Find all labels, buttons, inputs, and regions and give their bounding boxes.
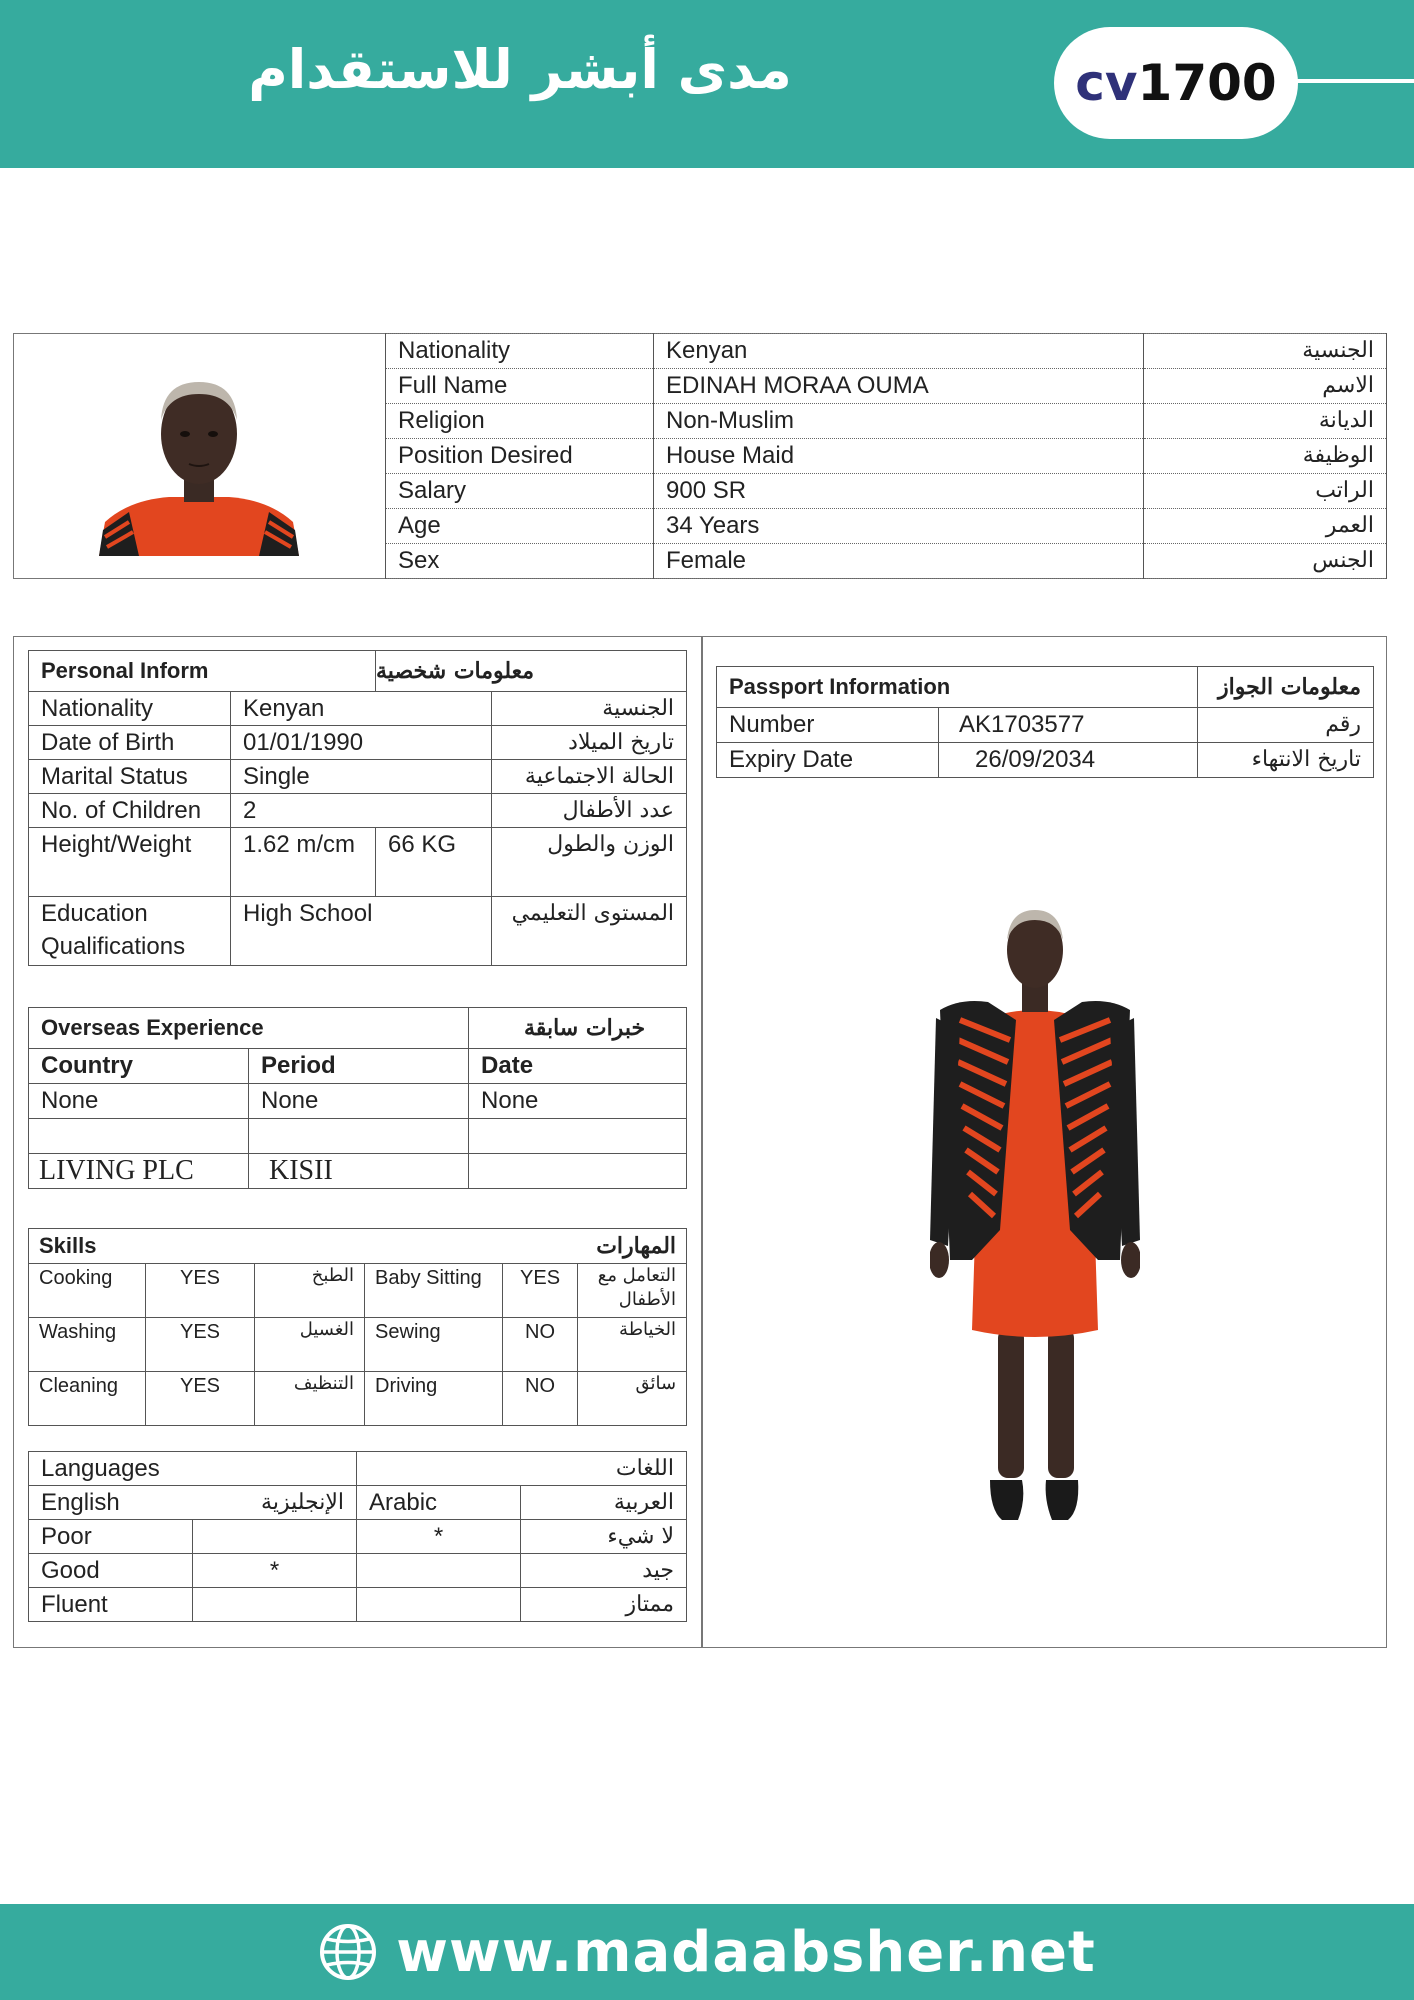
- level-fluent-english: [193, 1588, 357, 1622]
- passport-number-label-ar: رقم: [1198, 708, 1374, 743]
- website-link[interactable]: www.madaabsher.net: [396, 1919, 1096, 1985]
- skill-cooking-label-ar: الطبخ: [255, 1264, 365, 1318]
- header-line: [1290, 79, 1414, 83]
- dob-label: Date of Birth: [29, 726, 231, 760]
- period-cell: [249, 1119, 469, 1154]
- nationality-label: Nationality: [386, 334, 654, 369]
- cv-number: 1700: [1137, 54, 1277, 112]
- cv-prefix: cv: [1075, 54, 1138, 112]
- table-row: [386, 509, 1387, 544]
- table-row: [29, 1588, 687, 1622]
- skill-driving-value: NO: [503, 1372, 578, 1426]
- table-row: [29, 1318, 687, 1372]
- table-row: [386, 334, 1387, 369]
- portrait-photo: [99, 372, 299, 556]
- level-fluent-arabic: [357, 1588, 521, 1622]
- age-label: Age: [386, 509, 654, 544]
- table-row: [29, 1520, 687, 1554]
- position-label: Position Desired: [386, 439, 654, 474]
- skill-washing-label: Washing: [29, 1318, 146, 1372]
- position-label-ar: الوظيفة: [1144, 439, 1387, 474]
- full-body-photo: [930, 900, 1140, 1530]
- skill-cooking-label: Cooking: [29, 1264, 146, 1318]
- level-good-arabic: [357, 1554, 521, 1588]
- country-header: Country: [29, 1049, 249, 1084]
- table-row: [29, 1119, 687, 1154]
- level-poor-label: Poor: [29, 1520, 193, 1554]
- table-row: [386, 474, 1387, 509]
- salary-label: Salary: [386, 474, 654, 509]
- table-row: [29, 760, 687, 794]
- height-weight-label-ar: الوزن والطول: [492, 828, 687, 897]
- table-row: [29, 726, 687, 760]
- level-fluent-label-ar: ممتاز: [521, 1588, 687, 1622]
- table-row: [29, 1008, 687, 1049]
- skill-driving-label-ar: سائق: [578, 1372, 687, 1426]
- country-cell: [29, 1119, 249, 1154]
- date-header: Date: [469, 1049, 687, 1084]
- full-name-value: EDINAH MORAA OUMA: [654, 369, 1144, 404]
- header-banner: [0, 0, 1414, 168]
- skill-cooking-value: YES: [146, 1264, 255, 1318]
- dob-label-ar: تاريخ الميلاد: [492, 726, 687, 760]
- age-label-ar: العمر: [1144, 509, 1387, 544]
- skill-sewing-label: Sewing: [365, 1318, 503, 1372]
- skill-driving-label: Driving: [365, 1372, 503, 1426]
- skills-table: [28, 1228, 687, 1426]
- skills-title: Skills: [29, 1229, 365, 1264]
- religion-value: Non-Muslim: [654, 404, 1144, 439]
- education-label-ar: المستوى التعليمي: [492, 897, 687, 966]
- dob-value: 01/01/1990: [231, 726, 492, 760]
- footer-banner: [0, 1904, 1414, 2000]
- level-good-label-ar: جيد: [521, 1554, 687, 1588]
- period-cell: None: [249, 1084, 469, 1119]
- pi-nationality-value: Kenyan: [231, 692, 492, 726]
- marital-value: Single: [231, 760, 492, 794]
- skill-sewing-value: NO: [503, 1318, 578, 1372]
- expiry-date-label-ar: تاريخ الانتهاء: [1198, 743, 1374, 778]
- weight-value: 66 KG: [376, 828, 492, 897]
- expiry-date-value: 26/09/2034: [939, 743, 1198, 778]
- pi-nationality-label-ar: الجنسية: [492, 692, 687, 726]
- table-row: [29, 1049, 687, 1084]
- table-row: [386, 369, 1387, 404]
- age-value: 34 Years: [654, 509, 1144, 544]
- marital-label: Marital Status: [29, 760, 231, 794]
- country-cell: None: [29, 1084, 249, 1119]
- period-cell: KISII: [249, 1154, 469, 1189]
- skill-babysitting-label-ar: التعامل مع الأطفال: [578, 1264, 687, 1318]
- passport-title: Passport Information: [717, 667, 1198, 708]
- skill-babysitting-label: Baby Sitting: [365, 1264, 503, 1318]
- english-label-ar: الإنجليزية: [193, 1486, 357, 1520]
- english-label: English: [29, 1486, 193, 1520]
- table-row: [29, 1264, 687, 1318]
- skill-cleaning-value: YES: [146, 1372, 255, 1426]
- basic-info-table: [385, 333, 1387, 579]
- date-cell: [469, 1119, 687, 1154]
- skill-cleaning-label-ar: التنظيف: [255, 1372, 365, 1426]
- overseas-experience-table: [28, 1007, 687, 1189]
- period-header: Period: [249, 1049, 469, 1084]
- expiry-date-label: Expiry Date: [717, 743, 939, 778]
- agency-title: مدى أبشر للاستقدام: [248, 38, 792, 101]
- passport-title-ar: معلومات الجواز: [1198, 667, 1374, 708]
- passport-number-label: Number: [717, 708, 939, 743]
- languages-table: [28, 1451, 687, 1622]
- religion-label-ar: الديانة: [1144, 404, 1387, 439]
- height-weight-label: Height/Weight: [29, 828, 231, 897]
- sex-value: Female: [654, 544, 1144, 579]
- table-row: [29, 1229, 687, 1264]
- nationality-value: Kenyan: [654, 334, 1144, 369]
- level-good-english: *: [193, 1554, 357, 1588]
- table-row: [29, 828, 687, 897]
- skill-washing-value: YES: [146, 1318, 255, 1372]
- table-row: [29, 1554, 687, 1588]
- table-row: [29, 897, 687, 966]
- country-cell: LIVING PLC: [29, 1154, 249, 1189]
- overseas-title-ar: خبرات سابقة: [469, 1008, 687, 1049]
- level-fluent-label: Fluent: [29, 1588, 193, 1622]
- date-cell: [469, 1154, 687, 1189]
- table-row: [29, 1452, 687, 1486]
- table-row: [386, 439, 1387, 474]
- nationality-label-ar: الجنسية: [1144, 334, 1387, 369]
- children-value: 2: [231, 794, 492, 828]
- column-divider: [701, 636, 703, 1648]
- children-label: No. of Children: [29, 794, 231, 828]
- table-row: [717, 667, 1374, 708]
- table-row: [29, 1154, 687, 1189]
- languages-title: Languages: [29, 1452, 357, 1486]
- arabic-label-ar: العربية: [521, 1486, 687, 1520]
- pi-nationality-label: Nationality: [29, 692, 231, 726]
- marital-label-ar: الحالة الاجتماعية: [492, 760, 687, 794]
- salary-value: 900 SR: [654, 474, 1144, 509]
- globe-icon: [318, 1922, 378, 1982]
- religion-label: Religion: [386, 404, 654, 439]
- table-row: [386, 404, 1387, 439]
- table-row: [29, 651, 687, 692]
- level-good-label: Good: [29, 1554, 193, 1588]
- arabic-label: Arabic: [357, 1486, 521, 1520]
- full-name-label-ar: الاسم: [1144, 369, 1387, 404]
- skills-title-ar: المهارات: [365, 1229, 687, 1264]
- sex-label-ar: الجنس: [1144, 544, 1387, 579]
- personal-info-title: Personal Inform: [29, 651, 376, 692]
- skill-cleaning-label: Cleaning: [29, 1372, 146, 1426]
- languages-title-ar: اللغات: [357, 1452, 687, 1486]
- overseas-title: Overseas Experience: [29, 1008, 469, 1049]
- table-row: [386, 544, 1387, 579]
- table-row: [29, 692, 687, 726]
- skill-babysitting-value: YES: [503, 1264, 578, 1318]
- passport-info-table: [716, 666, 1374, 778]
- personal-info-table: [28, 650, 687, 966]
- skill-sewing-label-ar: الخياطة: [578, 1318, 687, 1372]
- level-poor-label-ar: لا شيء: [521, 1520, 687, 1554]
- children-label-ar: عدد الأطفال: [492, 794, 687, 828]
- education-label: Education Qualifications: [29, 897, 231, 966]
- cv-number-badge: [1054, 27, 1298, 139]
- date-cell: None: [469, 1084, 687, 1119]
- skill-washing-label-ar: الغسيل: [255, 1318, 365, 1372]
- personal-info-title-ar: معلومات شخصية: [376, 651, 687, 692]
- position-value: House Maid: [654, 439, 1144, 474]
- table-row: [29, 794, 687, 828]
- table-row: [29, 1084, 687, 1119]
- table-row: [29, 1486, 687, 1520]
- salary-label-ar: الراتب: [1144, 474, 1387, 509]
- full-name-label: Full Name: [386, 369, 654, 404]
- height-value: 1.62 m/cm: [231, 828, 376, 897]
- table-row: [717, 708, 1374, 743]
- passport-number-value: AK1703577: [939, 708, 1198, 743]
- table-row: [29, 1372, 687, 1426]
- table-row: [717, 743, 1374, 778]
- level-poor-arabic: *: [357, 1520, 521, 1554]
- sex-label: Sex: [386, 544, 654, 579]
- education-value: High School: [231, 897, 492, 966]
- level-poor-english: [193, 1520, 357, 1554]
